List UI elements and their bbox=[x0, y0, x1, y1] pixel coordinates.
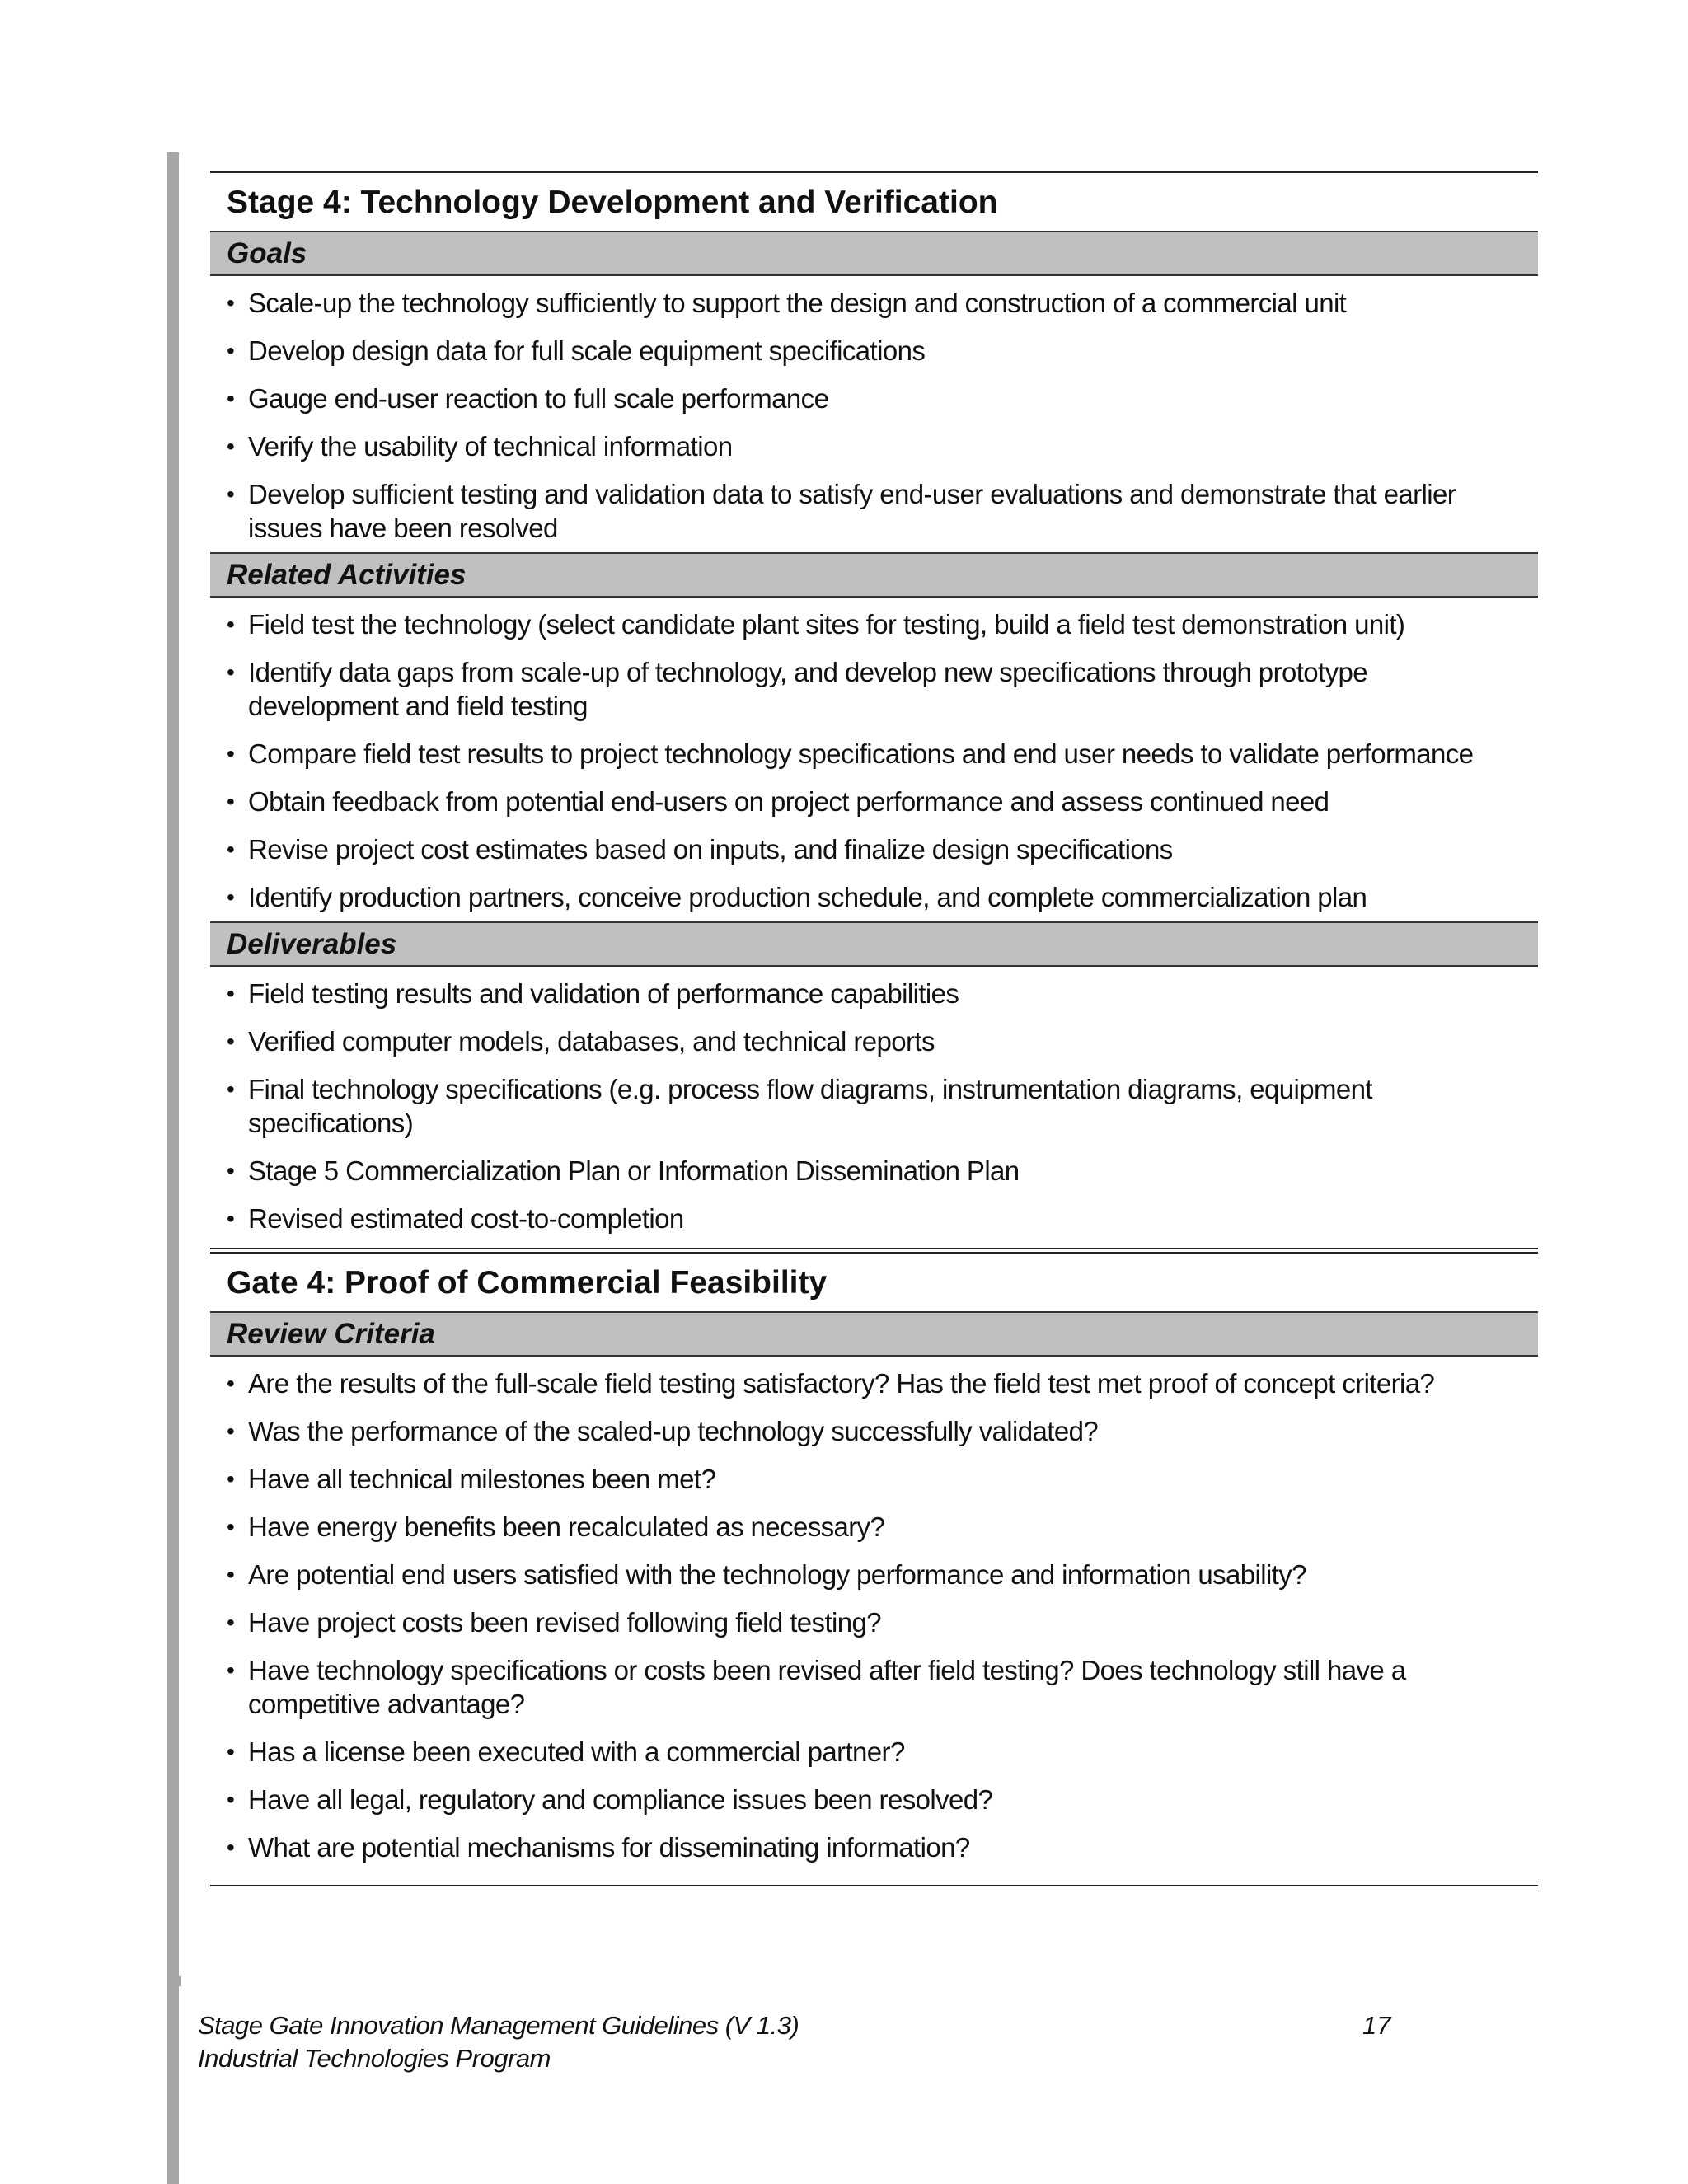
list-item-text: Revised estimated cost-to-completion bbox=[248, 1203, 684, 1234]
list-item-text: Obtain feedback from potential end-users on project performance and assess continued need bbox=[248, 786, 1329, 817]
list-item bbox=[210, 607, 1538, 641]
list-item-text: Field test the technology (select candidate plant sites for testing, build a field test demonstration unit) bbox=[248, 609, 1405, 640]
list-item-text: Stage 5 Commercialization Plan or Information Dissemination Plan bbox=[248, 1155, 1020, 1186]
bullet-icon: • bbox=[227, 1076, 235, 1102]
list-item bbox=[210, 1366, 1538, 1400]
deliverables-heading: Deliverables bbox=[210, 921, 1538, 967]
related-activities-list bbox=[210, 598, 1538, 921]
bullet-icon: • bbox=[227, 789, 235, 814]
bullet-icon: • bbox=[227, 481, 235, 507]
list-item bbox=[210, 1510, 1538, 1544]
list-item bbox=[210, 785, 1538, 818]
list-item bbox=[210, 655, 1538, 723]
bottom-rule bbox=[210, 1885, 1538, 1886]
bullet-icon: • bbox=[227, 290, 235, 316]
list-item bbox=[210, 1154, 1538, 1188]
bullet-icon: • bbox=[227, 659, 235, 685]
gate-title: Gate 4: Proof of Commercial Feasibility bbox=[227, 1265, 828, 1301]
list-item-text: Identify production partners, conceive production schedule, and complete commercialization plan bbox=[248, 882, 1367, 912]
list-item bbox=[210, 1414, 1538, 1448]
deliverables-list bbox=[210, 967, 1538, 1243]
list-item-text: Scale-up the technology sufficiently to support the design and construction of a commercial unit bbox=[248, 288, 1347, 318]
list-item bbox=[210, 382, 1538, 415]
bullet-icon: • bbox=[227, 612, 235, 637]
list-item bbox=[210, 334, 1538, 368]
stage-title: Stage 4: Technology Development and Verification bbox=[227, 185, 998, 220]
bullet-icon: • bbox=[227, 1158, 235, 1183]
bullet-icon: • bbox=[227, 1466, 235, 1492]
list-item bbox=[210, 1605, 1538, 1639]
list-item-text: Develop sufficient testing and validation data to satisfy end-user evaluations and demonstrate that earlier issues have been resolved bbox=[248, 479, 1456, 543]
list-item-text: Are the results of the full-scale field testing satisfactory? Has the field test met proof of concept criteria? bbox=[248, 1368, 1435, 1399]
list-item-text: Have energy benefits been recalculated as necessary? bbox=[248, 1511, 885, 1542]
footer-document-title: Stage Gate Innovation Management Guidelines (V 1.3) bbox=[198, 2011, 799, 2040]
bullet-icon: • bbox=[227, 1029, 235, 1054]
list-item bbox=[210, 977, 1538, 1010]
list-item-text: Are potential end users satisfied with the technology performance and information usability? bbox=[248, 1559, 1306, 1590]
list-item bbox=[210, 737, 1538, 771]
list-item-text: Develop design data for full scale equipment specifications bbox=[248, 335, 926, 366]
list-item-text: Have technology specifications or costs been revised after field testing? Does technology still have a competitive advantage? bbox=[248, 1655, 1406, 1719]
bullet-icon: • bbox=[227, 1739, 235, 1765]
list-item-text: Revise project cost estimates based on inputs, and finalize design specifications bbox=[248, 834, 1173, 865]
list-item-text: Final technology specifications (e.g. process flow diagrams, instrumentation diagrams, equipment specifications) bbox=[248, 1074, 1372, 1138]
bullet-icon: • bbox=[227, 741, 235, 766]
footer-program-name: Industrial Technologies Program bbox=[198, 2044, 551, 2073]
bullet-icon: • bbox=[227, 386, 235, 411]
bullet-icon: • bbox=[227, 884, 235, 910]
list-item bbox=[210, 429, 1538, 463]
list-item-text: What are potential mechanisms for disseminating information? bbox=[248, 1832, 970, 1863]
bullet-icon: • bbox=[227, 1835, 235, 1860]
bullet-icon: • bbox=[227, 1418, 235, 1444]
list-item-text: Has a license been executed with a commercial partner? bbox=[248, 1736, 905, 1767]
margin-bar bbox=[167, 152, 179, 2184]
list-item-text: Have project costs been revised following field testing? bbox=[248, 1607, 882, 1638]
bullet-icon: • bbox=[227, 1562, 235, 1587]
list-item bbox=[210, 832, 1538, 866]
margin-bar-tick bbox=[178, 1976, 181, 1986]
bullet-icon: • bbox=[227, 1371, 235, 1396]
list-item-text: Have all legal, regulatory and compliance issues been resolved? bbox=[248, 1784, 993, 1815]
list-item bbox=[210, 1783, 1538, 1816]
list-item bbox=[210, 1024, 1538, 1058]
list-item bbox=[210, 477, 1538, 545]
bullet-icon: • bbox=[227, 1206, 235, 1231]
list-item-text: Identify data gaps from scale-up of technology, and develop new specifications through prototype development and field testing bbox=[248, 657, 1368, 721]
list-item bbox=[210, 1653, 1538, 1721]
list-item-text: Was the performance of the scaled-up technology successfully validated? bbox=[248, 1416, 1099, 1446]
bullet-icon: • bbox=[227, 338, 235, 363]
review-criteria-heading: Review Criteria bbox=[210, 1311, 1538, 1357]
list-item bbox=[210, 1072, 1538, 1140]
bullet-icon: • bbox=[227, 1610, 235, 1635]
page-footer bbox=[198, 2009, 1401, 2075]
list-item-text: Gauge end-user reaction to full scale performance bbox=[248, 383, 829, 414]
list-item-text: Verify the usability of technical information bbox=[248, 431, 733, 462]
review-criteria-list bbox=[210, 1357, 1538, 1872]
list-item bbox=[210, 880, 1538, 914]
bullet-icon: • bbox=[227, 1657, 235, 1683]
list-item bbox=[210, 1202, 1538, 1235]
list-item-text: Field testing results and validation of performance capabilities bbox=[248, 978, 959, 1009]
bullet-icon: • bbox=[227, 837, 235, 862]
list-item bbox=[210, 1735, 1538, 1769]
bullet-icon: • bbox=[227, 434, 235, 459]
list-item-text: Verified computer models, databases, and technical reports bbox=[248, 1026, 935, 1057]
list-item-text: Have all technical milestones been met? bbox=[248, 1464, 716, 1494]
page-number: 17 bbox=[1362, 2011, 1391, 2040]
list-item bbox=[210, 1462, 1538, 1496]
list-item bbox=[210, 286, 1538, 320]
bullet-icon: • bbox=[227, 1514, 235, 1540]
list-item bbox=[210, 1558, 1538, 1591]
goals-list bbox=[210, 276, 1538, 552]
list-item bbox=[210, 1830, 1538, 1864]
stage-gate-document bbox=[210, 171, 1538, 1886]
bullet-icon: • bbox=[227, 1787, 235, 1812]
list-item-text: Compare field test results to project technology specifications and end user needs to validate performance bbox=[248, 738, 1474, 769]
section-divider bbox=[210, 1248, 1538, 1254]
related-activities-heading: Related Activities bbox=[210, 552, 1538, 598]
bullet-icon: • bbox=[227, 981, 235, 1006]
goals-heading: Goals bbox=[210, 231, 1538, 276]
